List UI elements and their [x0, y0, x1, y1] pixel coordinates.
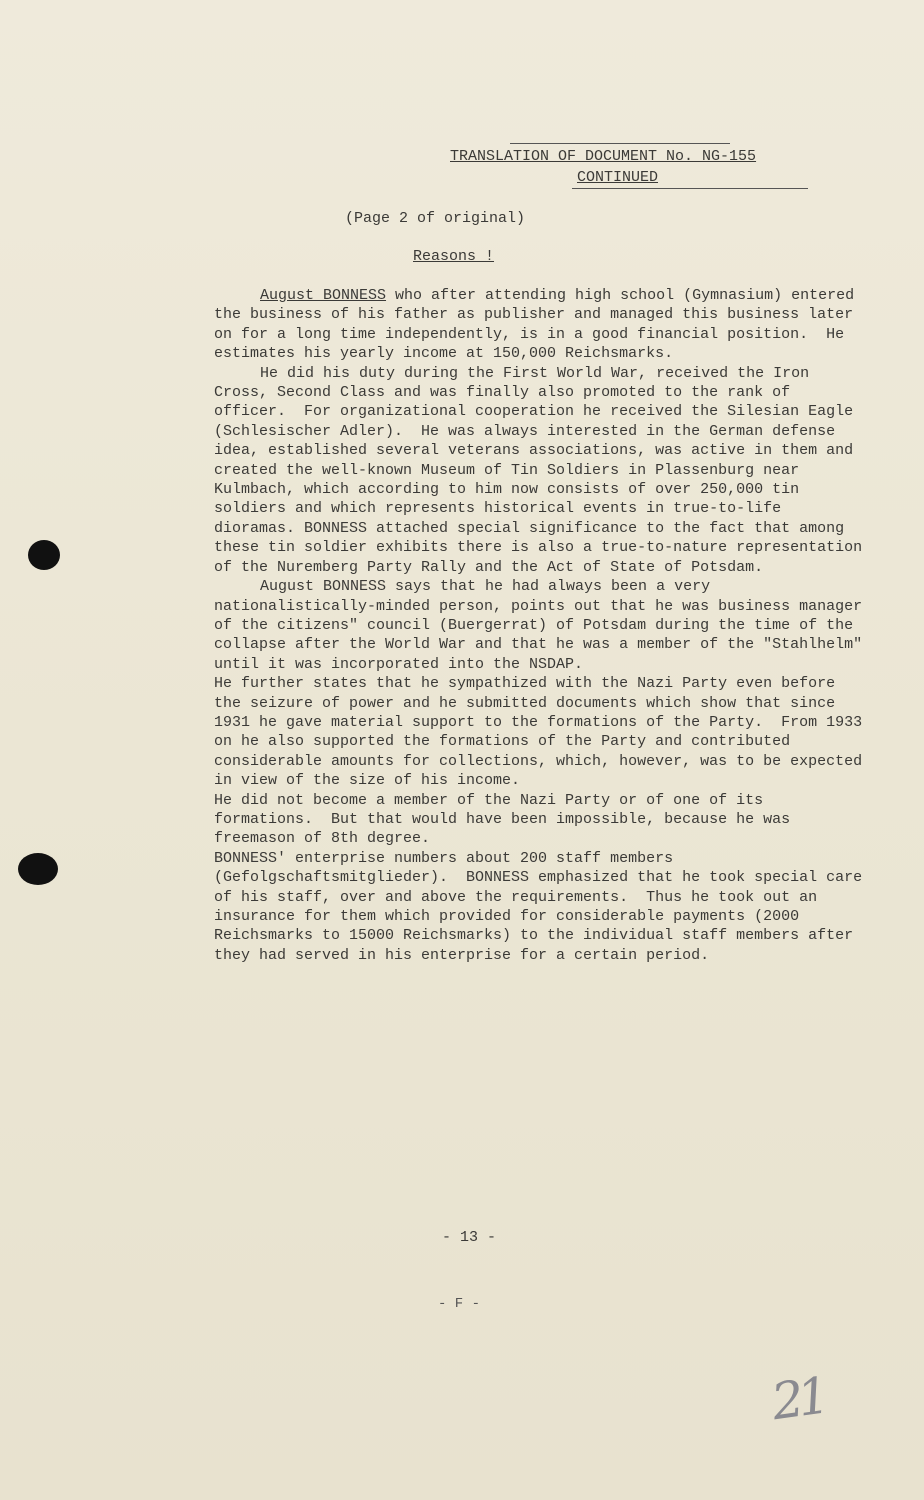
header-title: TRANSLATION OF DOCUMENT No. NG-155	[450, 148, 757, 165]
paragraph-2: He did his duty during the First World War, received the Iron Cross, Second Class and was finally also promoted to the rank of officer. For organizational cooperation he received the Silesian Eagle (Schlesischer Adler). He was always interested in the German defense idea, established several veterans associations, was active in them and created the well-known Museum of Tin Soldiers in Plassenburg near Kulmbach, which according to him now consists of over 250,000 tin soldiers and which represents historical events in true-to-life dioramas. BONNESS attached special significance to the fact that among these tin soldier exhibits there is also a true-to-nature representation of the Nuremberg Party Rally and the Act of State of Potsdam.	[214, 364, 872, 576]
paragraph-6: BONNESS' enterprise numbers about 200 staff members (Gefolgschaftsmitglieder). BONNESS emphasized that he took special care of his staff, over and above the requirements. Thus he took out an insurance for them which provided for considerable payments (2000 Reichsmarks to 15000 Reichsmarks) to the individual staff members after they had served in his enterprise for a certain period.	[214, 849, 872, 964]
header-bottom-rule	[572, 188, 808, 189]
handwritten-sheet-number: 21	[768, 1366, 828, 1432]
paragraph-5: He did not become a member of the Nazi Party or of one of its formations. But that would have been impossible, because he was freemason of 8th degree.	[214, 791, 800, 848]
paragraph-3: August BONNESS says that he had always been a very nationalistically-minded person, points out that he was business manager of the citizens" council (Buergerrat) of Potsdam during the time of the collapse after the World War and that he was a member of the "Stahlhelm" until it was incorporated into the NSDAP.	[214, 578, 872, 673]
bottom-mark: - F -	[438, 1296, 481, 1312]
document-header	[450, 146, 810, 188]
paragraph-4: He further states that he sympathized with the Nazi Party even before the seizure of power and he submitted documents which show that since 1931 he gave material support to the formations of the Party. From 1933 on he also supported the formations of the Party and contributed considerable amounts for collections, which, however, was to be expected in view of the size of his income.	[214, 675, 872, 790]
paragraph-1-text: who after attending high school (Gymnasium) entered the business of his father as publisher and managed this business later on for a long time independently, is in a good financial position. He estimates his yearly income at 150,000 Reichsmarks.	[214, 287, 864, 363]
punch-hole-lower	[18, 853, 58, 885]
section-heading: Reasons !	[413, 248, 495, 265]
document-body	[214, 286, 872, 965]
original-page-reference: (Page 2 of original)	[345, 210, 526, 227]
header-top-rule	[510, 143, 730, 144]
page-number: - 13 -	[442, 1229, 497, 1246]
subject-name: August BONNESS	[260, 287, 387, 304]
header-continued: CONTINUED	[577, 169, 659, 186]
punch-hole-upper	[28, 540, 60, 570]
paragraph-1	[214, 286, 864, 364]
